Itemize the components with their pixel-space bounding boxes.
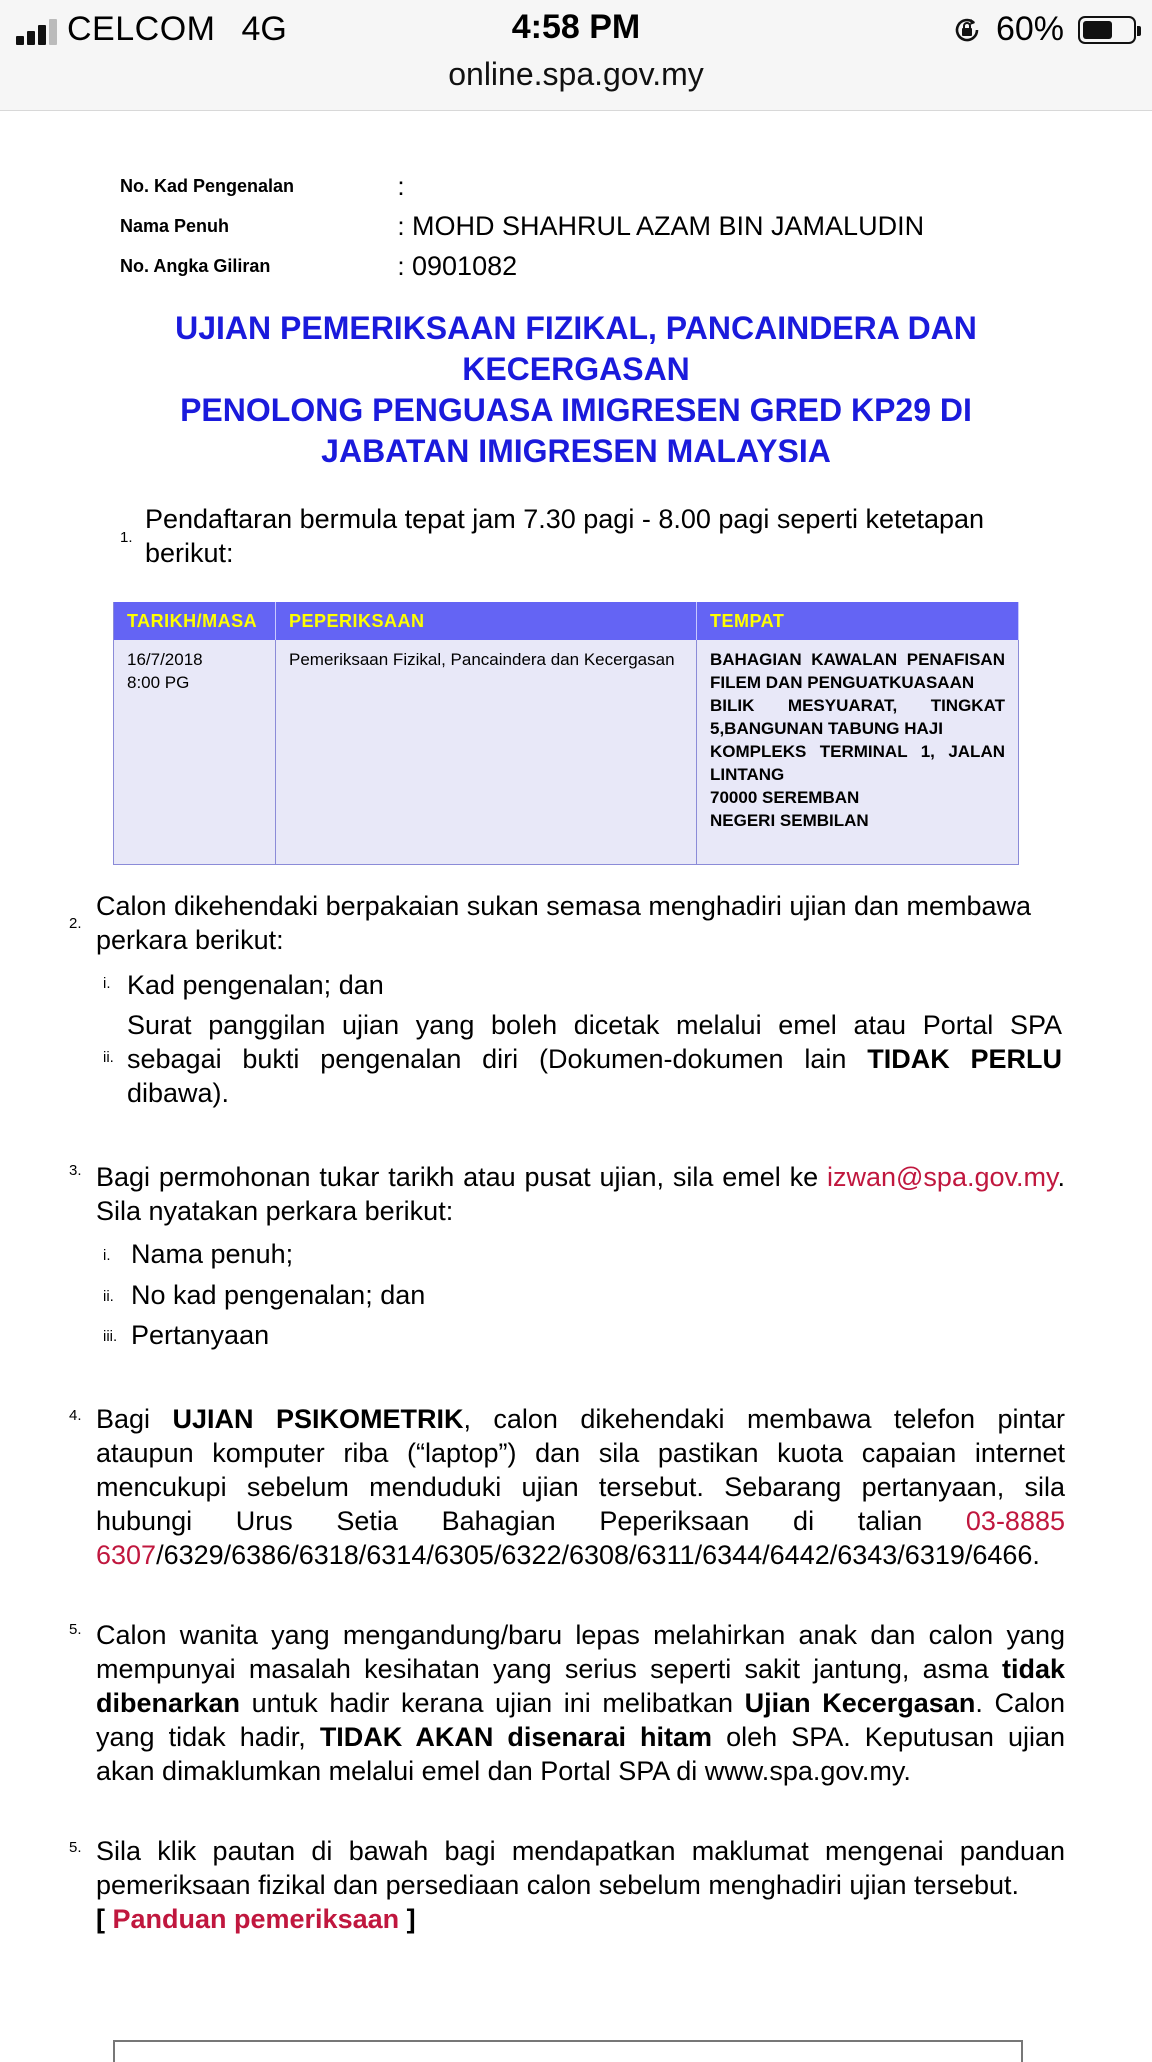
item-5-b1: tidak dibenarkan (96, 1654, 1065, 1718)
item-3-number: 3. (69, 1162, 82, 1179)
item-3-after: . Sila nyatakan perkara berikut: (96, 1162, 1065, 1226)
guide-link[interactable]: Panduan pemeriksaan (112, 1904, 400, 1934)
item-3-sub-2-marker: ii. (103, 1288, 114, 1305)
cell-venue (697, 640, 1019, 864)
item-2-number: 2. (69, 915, 82, 932)
name-label: Nama Penuh (120, 215, 230, 236)
ic-label: No. Kad Pengenalan (120, 175, 295, 196)
phone-link[interactable]: 03-8885 6307 (96, 1506, 1065, 1570)
cell-exam: Pemeriksaan Fizikal, Pancaindera dan Kecergasan (276, 640, 697, 864)
date-value: 16/7/2018 (127, 650, 203, 669)
network-type: 4G (241, 10, 287, 48)
candidate-info (120, 166, 924, 286)
ic-row (120, 166, 924, 206)
item-5-t1: Calon wanita yang mengandung/baru lepas melahirkan anak dan calon yang mempunyai masalah kesihatan yang serius seperti sakit jantung, asma (96, 1620, 1065, 1684)
email-link[interactable]: izwan@spa.gov.my (826, 1162, 1058, 1192)
table-row (114, 640, 1019, 864)
item-5-t4: oleh SPA. Keputusan ujian akan dimaklumkan melalui emel dan Portal SPA di www.spa.gov.my. (96, 1722, 1066, 1786)
item-5-t2: untuk hadir kerana ujian ini melibatkan (240, 1688, 745, 1718)
name-colon: : (397, 210, 405, 241)
item-4-t1: Bagi (96, 1404, 173, 1434)
venue-line: 70000 SEREMBAN (710, 788, 860, 807)
turn-number-value: 0901082 (412, 250, 518, 281)
rotation-lock-icon (952, 15, 982, 45)
bracket-close: ] (399, 1904, 416, 1934)
cell-date (114, 640, 276, 864)
item-1-text: Pendaftaran bermula tepat jam 7.30 pagi - 8.00 pagi seperti ketetapan berikut: (145, 504, 985, 568)
clock: 4:58 PM (511, 8, 641, 46)
item-2-sub-2-bold: TIDAK PERLU (867, 1044, 1063, 1074)
name-value: MOHD SHAHRUL AZAM BIN JAMALUDIN (412, 210, 925, 241)
item-6-text (96, 1834, 1065, 1936)
bottom-frame (113, 2040, 1023, 2062)
item-1-number: 1. (120, 529, 133, 546)
venue-line: BILIK MESYUARAT, TINGKAT 5,BANGUNAN TABUNG HAJI (710, 696, 1005, 738)
item-2-sub-2-before: Surat panggilan ujian yang boleh dicetak melalui emel atau Portal SPA sebagai bukti pengenalan diri (Dokumen-dokumen lain (127, 1010, 1062, 1074)
title-line-1: UJIAN PEMERIKSAAN FIZIKAL, PANCAINDERA DAN KECERGASAN (175, 310, 977, 387)
item-3-sub-1-marker: i. (103, 1247, 111, 1264)
item-3-sub-3-text: Pertanyaan (131, 1320, 270, 1350)
item-2-text: Calon dikehendaki berpakaian sukan semasa menghadiri ujian dan membawa perkara berikut: (96, 891, 1032, 955)
item-3-sub-1-text: Nama penuh; (131, 1239, 294, 1269)
item-2-sub-1-text: Kad pengenalan; dan (127, 970, 384, 1000)
item-4-t2: , calon dikehendaki membawa telefon pintar ataupun komputer riba (“laptop”) dan sila pastikan kuota capaian internet mencukupi sebelum menduduki ujian tersebut. Sebarang pertanyaan, sila hubungi Urus Setia Bahagian Peperiksaan di talian (96, 1404, 1065, 1536)
item-5-b3: TIDAK AKAN disenarai hitam (319, 1722, 713, 1752)
bracket-open: [ (96, 1904, 113, 1934)
status-right (952, 10, 1136, 49)
ic-colon: : (397, 170, 405, 201)
item-4-bold: UJIAN PSIKOMETRIK (172, 1404, 464, 1434)
item-2-sub-2-text (127, 1008, 1062, 1110)
item-3-text (96, 1160, 1065, 1228)
name-row (120, 206, 924, 246)
item-5-text (96, 1618, 1065, 1788)
item-5-b2: Ujian Kecergasan (744, 1688, 976, 1718)
item-5-t3: . Calon yang tidak hadir, (96, 1688, 1065, 1752)
schedule-table (113, 602, 1019, 865)
item-3-sub-3-marker: iii. (103, 1328, 118, 1345)
header-exam: PEPERIKSAAN (276, 602, 697, 640)
item-3-before: Bagi permohonan tukar tarikh atau pusat ujian, sila emel ke (96, 1162, 827, 1192)
item-2-sub-2-after: dibawa). (127, 1078, 230, 1108)
battery-icon (1078, 16, 1136, 44)
item-4-text (96, 1402, 1065, 1572)
page-title (100, 308, 1052, 472)
venue-line: BAHAGIAN KAWALAN PENAFISAN FILEM DAN PENGUATKUASAAN (710, 650, 1005, 692)
address-bar[interactable]: online.spa.gov.my (448, 56, 704, 92)
turn-number-label: No. Angka Giliran (120, 255, 271, 276)
turn-number-row (120, 246, 924, 286)
time-value: 8:00 PG (127, 673, 190, 692)
carrier-name: CELCOM (67, 10, 216, 48)
item-3-sub-2-text: No kad pengenalan; dan (131, 1280, 426, 1310)
battery-percent: 60% (995, 10, 1064, 48)
venue-line: KOMPLEKS TERMINAL 1, JALAN LINTANG (710, 742, 1005, 784)
item-5-number: 5. (69, 1621, 82, 1638)
turn-number-colon: : (397, 250, 405, 281)
table-header-row (114, 602, 1019, 640)
title-line-2: PENOLONG PENGUASA IMIGRESEN GRED KP29 DI JABATAN IMIGRESEN MALAYSIA (180, 392, 972, 469)
item-2-sub-2-marker: ii. (103, 1049, 114, 1066)
item-2-sub-1-marker: i. (103, 975, 111, 992)
item-4-t3: /6329/6386/6318/6314/6305/6322/6308/6311/6344/6442/6343/6319/6466. (156, 1540, 1040, 1570)
guide-link-wrapper (96, 1904, 416, 1934)
venue-line: NEGERI SEMBILAN (710, 811, 869, 830)
item-6-number: 5. (69, 1839, 82, 1856)
item-4-number: 4. (69, 1407, 82, 1424)
item-6-body: Sila klik pautan di bawah bagi mendapatkan maklumat mengenai panduan pemeriksaan fizikal dan persediaan calon sebelum menghadiri ujian tersebut. (96, 1836, 1065, 1900)
status-bar (0, 0, 1152, 111)
header-date: TARIKH/MASA (114, 602, 276, 640)
header-venue: TEMPAT (697, 602, 1019, 640)
